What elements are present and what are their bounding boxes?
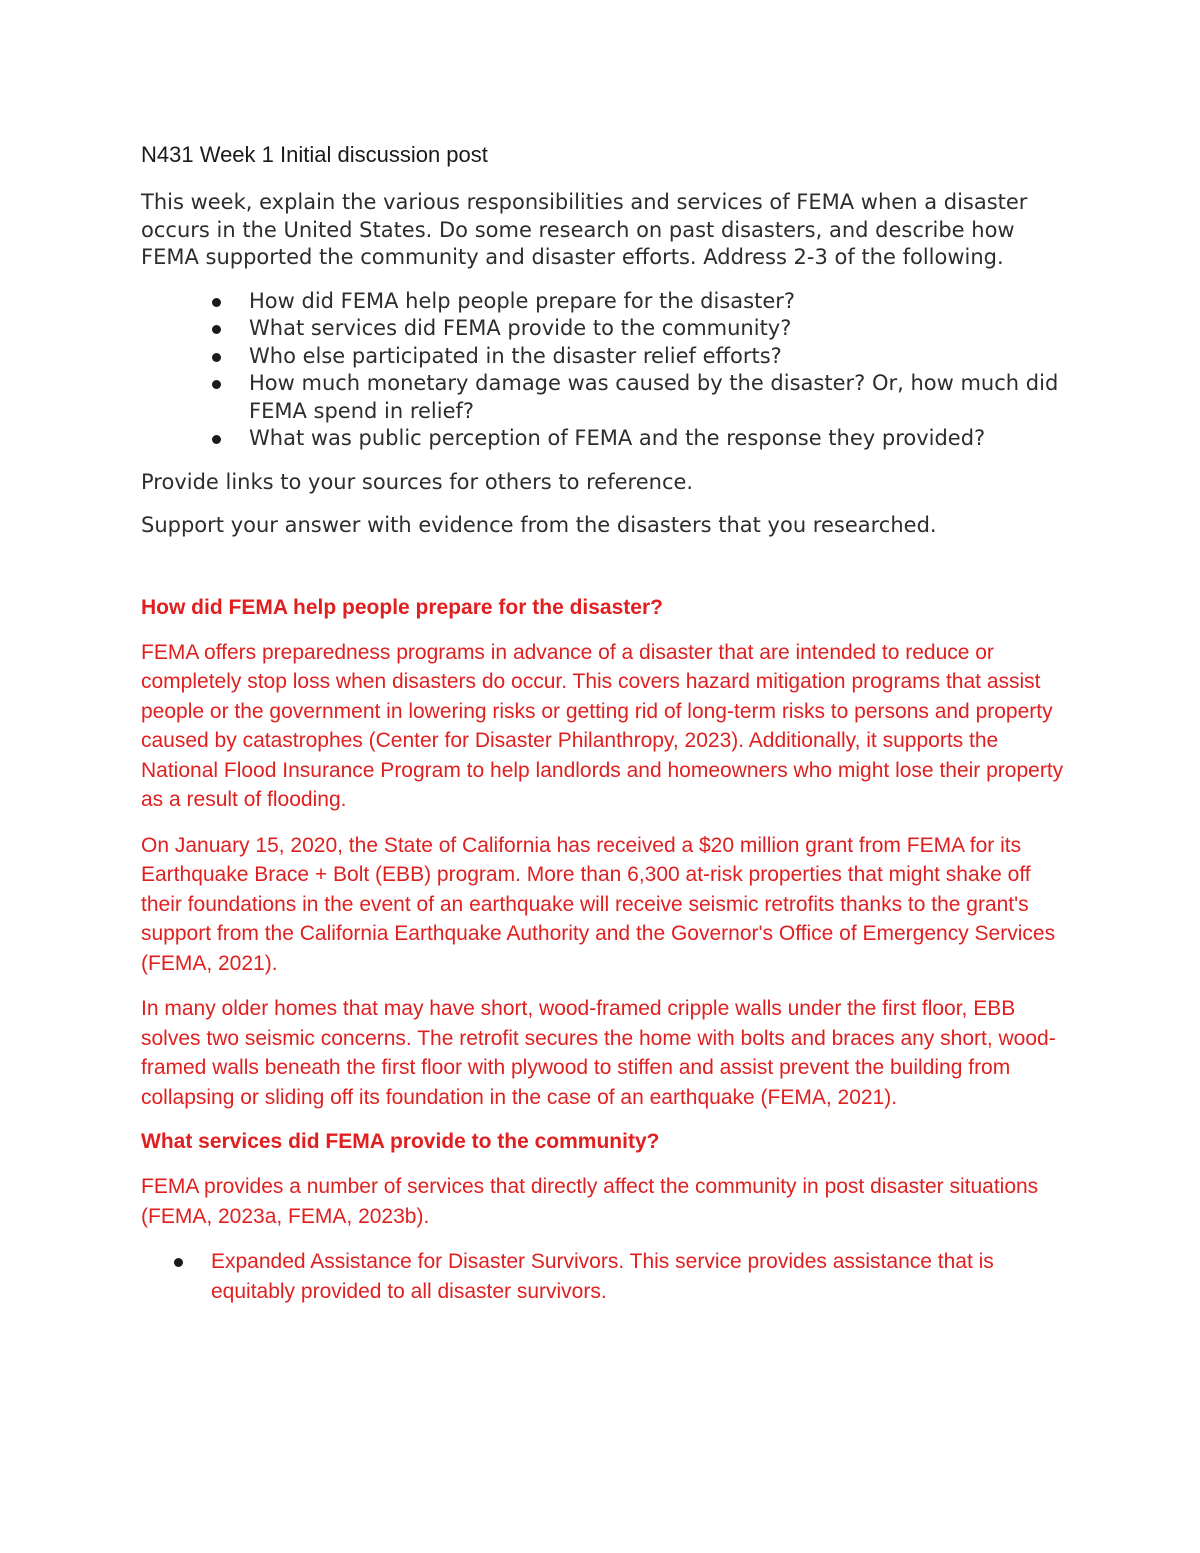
- prompt-question-text: Who else participated in the disaster relief efforts?: [249, 343, 782, 368]
- bullet-icon: [212, 435, 221, 444]
- answer-paragraph: FEMA offers preparedness programs in advance of a disaster that are intended to reduce or completely stop loss when disasters do occur. This covers hazard mitigation programs that assist people or the government in lowering risks or getting rid of long-term risks to persons and property caused by catastrophes (Center for Disaster Philanthropy, 2023). Additionally, it supports the National Flood Insurance Program to help landlords and homeowners who might lose their property as a result of flooding.: [141, 640, 1064, 811]
- answer-paragraph: FEMA provides a number of services that directly affect the community in post disaster situations (FEMA, 2023a, FEMA, 2023b).: [141, 1175, 1039, 1228]
- prompt-question-item: [141, 343, 1071, 371]
- document-title: N431 Week 1 Initial discussion post: [141, 142, 488, 167]
- bullet-icon: [174, 1258, 183, 1267]
- document-body: [141, 141, 1071, 1306]
- bullet-icon: [212, 353, 221, 362]
- prompt-question-item: [141, 315, 1071, 343]
- prompt-support-instruction: Support your answer with evidence from the disasters that you researched.: [141, 513, 937, 537]
- prompt-question-text: What services did FEMA provide to the community?: [249, 316, 792, 340]
- answer-heading-prepare: How did FEMA help people prepare for the disaster?: [141, 595, 663, 619]
- prompt-question-item: [141, 425, 1071, 453]
- answer-paragraph: In many older homes that may have short, wood-framed cripple walls under the first floor, EBB solves two seismic concerns. The retrofit secures the home with bolts and braces any short, wood-framed walls beneath the first floor with plywood to stiffen and assist prevent the building from collapsing or sliding off its foundation in the case of an earthquake (FEMA, 2021).: [141, 997, 1056, 1109]
- services-list-item: [141, 1247, 1071, 1306]
- blank-line: [141, 556, 1071, 594]
- prompt-question-text: What was public perception of FEMA and the response they provided?: [249, 426, 986, 450]
- bullet-icon: [212, 380, 221, 389]
- prompt-question-item: [141, 288, 1071, 316]
- prompt-intro: This week, explain the various responsibilities and services of FEMA when a disaster occurs in the United States. Do some research on past disasters, and describe how FEMA supported the community and disaster efforts. Address 2-3 of the following.: [141, 190, 1028, 269]
- prompt-question-list: [141, 288, 1071, 453]
- bullet-icon: [212, 298, 221, 307]
- prompt-question-text: How did FEMA help people prepare for the disaster?: [249, 288, 796, 313]
- prompt-links-instruction: Provide links to your sources for others to reference.: [141, 469, 694, 494]
- answer-heading-services: What services did FEMA provide to the community?: [141, 1130, 660, 1153]
- prompt-question-text: How much monetary damage was caused by the disaster? Or, how much did FEMA spend in relief?: [249, 371, 1059, 423]
- answer-paragraph: On January 15, 2020, the State of California has received a $20 million grant from FEMA for its Earthquake Brace + Bolt (EBB) program. More than 6,300 at-risk properties that might shake off their foundations in the event of an earthquake will receive seismic retrofits thanks to the grant's support from the California Earthquake Authority and the Governor's Office of Emergency Services (FEMA, 2021).: [141, 833, 1056, 975]
- services-list-item-text: Expanded Assistance for Disaster Survivors. This service provides assistance that is equitably provided to all disaster survivors.: [211, 1250, 994, 1303]
- services-list: [141, 1247, 1071, 1306]
- bullet-icon: [212, 325, 221, 334]
- prompt-question-item: [141, 370, 1071, 425]
